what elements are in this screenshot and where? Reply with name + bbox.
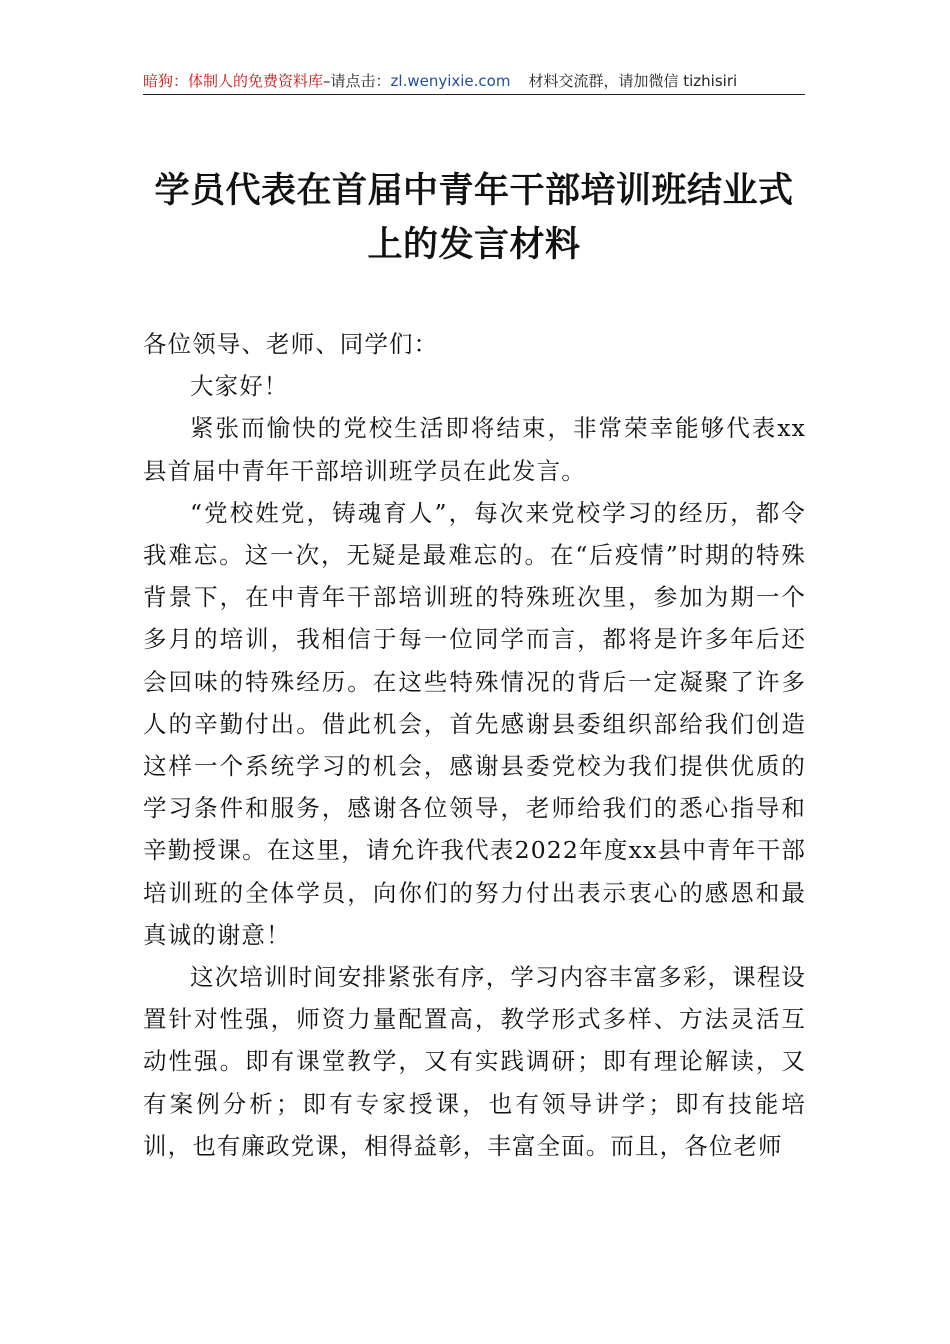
salutation: 各位领导、老师、同学们： bbox=[143, 330, 439, 358]
paragraph-1: 紧张而愉快的党校生活即将结束，非常荣幸能够代表xx县首届中青年干部培训班学员在此发言。 bbox=[143, 414, 806, 485]
title-line-1: 学员代表在首届中青年干部培训班结业式 bbox=[154, 171, 794, 211]
header-link[interactable]: zl.wenyixie.com bbox=[390, 72, 511, 90]
header-brand: 暗狗：体制人的免费资料库 bbox=[143, 72, 324, 90]
title-line-2: 上的发言材料 bbox=[367, 225, 581, 265]
paragraph-3: 这次培训时间安排紧张有序，学习内容丰富多彩，课程设置针对性强，师资力量配置高，教学形式多样、方法灵活互动性强。即有课堂教学，又有实践调研；即有理论解读，又有案例分析；即有专家授课，也有领导讲学；即有技能培训，也有廉政党课，相得益彰，丰富全面。而且，各位老师 bbox=[143, 963, 806, 1160]
header-contact: 材料交流群，请加微信 tizhisiri bbox=[528, 72, 738, 90]
greeting: 大家好！ bbox=[190, 372, 289, 401]
header-prompt: –请点击： bbox=[323, 72, 391, 90]
document-body bbox=[143, 323, 806, 1167]
page-header bbox=[143, 68, 805, 95]
paragraph-2: “党校姓党，铸魂育人”，每次来党校学习的经历，都令我难忘。这一次，无疑是最难忘的。在“后疫情”时期的特殊背景下，在中青年干部培训班的特殊班次里，参加为期一个多月的培训，我相信于每一位同学而言，都将是许多年后还会回味的特殊经历。在这些特殊情况的背后一定凝聚了许多人的辛勤付出。借此机会，首先感谢县委组织部给我们创造这样一个系统学习的机会，感谢县委党校为我们提供优质的学习条件和服务，感谢各位领导，老师给我们的悉心指导和辛勤授课。在这里，请允许我代表2022年度xx县中青年干部培训班的全体学员，向你们的努力付出表示衷心的感恩和最真诚的谢意！ bbox=[143, 498, 806, 949]
document-title bbox=[143, 164, 805, 272]
